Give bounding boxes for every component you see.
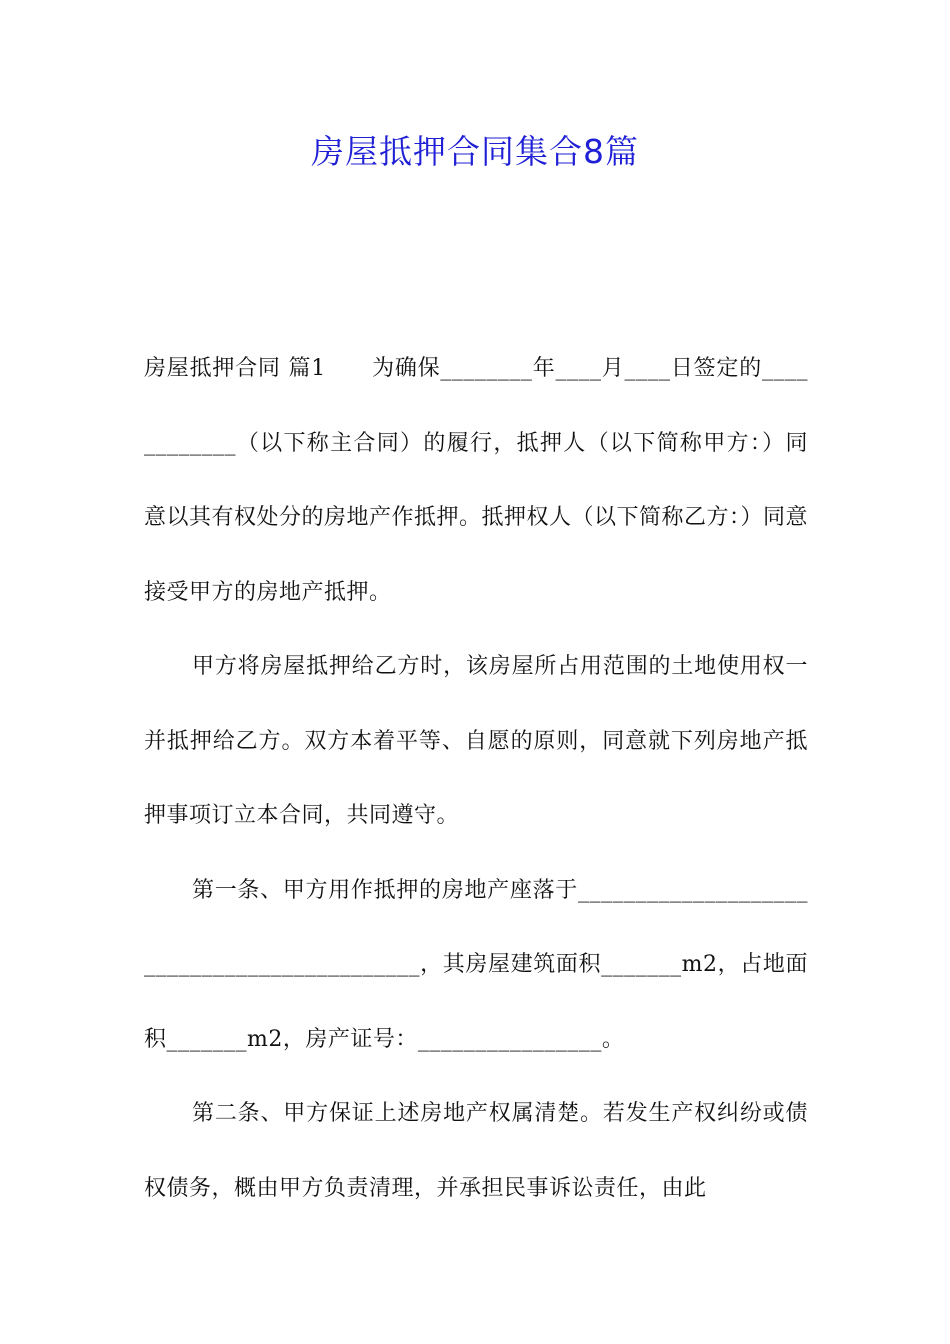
paragraph-3: 第一条、甲方用作抵押的房地产座落于____________________________________________，其房屋建筑面积_______m2，占地面积_______m2，房产证号：________________。 [144,877,808,1052]
paragraph-2: 甲方将房屋抵押给乙方时，该房屋所占用范围的土地使用权一并抵押给乙方。双方本着平等、自愿的原则，同意就下列房地产抵押事项订立本合同，共同遵守。 [144,654,808,828]
paragraph-1 [144,332,808,630]
document-body [144,332,808,1226]
section-heading: 房屋抵押合同 篇1 [144,356,326,381]
paragraph-4: 第二条、甲方保证上述房地产权属清楚。若发生产权纠纷或债权债务，概由甲方负责清理，并承担民事诉讼责任，由此 [144,1101,808,1201]
document-title: 房屋抵押合同集合8篇 [311,132,639,171]
paragraph-1-text: 为确保________年____月____日签定的____________（以下称主合同）的履行，抵押人（以下简称甲方：）同意以其有权处分的房地产作抵押。抵押权人（以下简称乙方：）同意接受甲方的房地产抵押。 [144,356,809,605]
